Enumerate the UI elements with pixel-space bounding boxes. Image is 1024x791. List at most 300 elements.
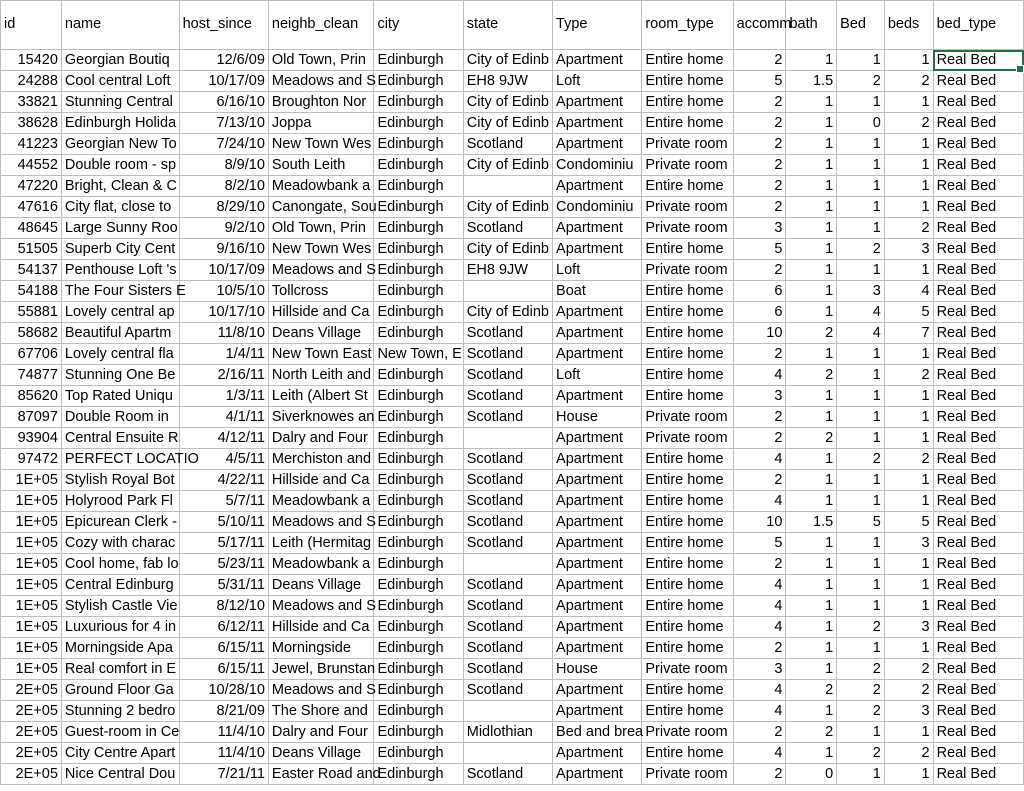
cell-id[interactable]: 58682 [1, 323, 62, 344]
column-header-id[interactable]: id [1, 1, 62, 50]
cell-name[interactable]: Penthouse Loft 's [61, 260, 179, 281]
cell-bath[interactable]: 1 [786, 617, 837, 638]
column-header-name[interactable]: name [61, 1, 179, 50]
cell-name[interactable]: Stunning Central [61, 92, 179, 113]
cell-type[interactable]: Apartment [553, 239, 642, 260]
cell-type[interactable]: Apartment [553, 680, 642, 701]
cell-beds[interactable]: 1 [884, 176, 933, 197]
cell-bed[interactable]: 5 [837, 512, 885, 533]
cell-host-since[interactable]: 11/4/10 [179, 743, 268, 764]
cell-state[interactable]: Scotland [463, 407, 552, 428]
cell-city[interactable]: Edinburgh [374, 92, 463, 113]
cell-bath[interactable]: 1 [786, 197, 837, 218]
cell-type[interactable]: Apartment [553, 344, 642, 365]
cell-neighb-clean[interactable]: New Town East [268, 344, 374, 365]
cell-name[interactable]: Beautiful Apartm [61, 323, 179, 344]
cell-bed[interactable]: 2 [837, 71, 885, 92]
cell-host-since[interactable]: 5/23/11 [179, 554, 268, 575]
cell-city[interactable]: Edinburgh [374, 596, 463, 617]
cell-bath[interactable]: 1 [786, 155, 837, 176]
cell-beds[interactable]: 1 [884, 50, 933, 71]
cell-neighb-clean[interactable]: The Shore and [268, 701, 374, 722]
cell-id[interactable]: 1E+05 [1, 596, 62, 617]
cell-accomm[interactable]: 2 [733, 764, 786, 785]
cell-bath[interactable]: 1 [786, 743, 837, 764]
cell-id[interactable]: 15420 [1, 50, 62, 71]
cell-host-since[interactable]: 5/10/11 [179, 512, 268, 533]
cell-bed-type[interactable]: Real Bed [933, 533, 1023, 554]
cell-name[interactable]: Cool central Loft [61, 71, 179, 92]
cell-accomm[interactable]: 3 [733, 386, 786, 407]
cell-type[interactable]: Loft [553, 365, 642, 386]
cell-id[interactable]: 44552 [1, 155, 62, 176]
cell-neighb-clean[interactable]: Meadows and S [268, 596, 374, 617]
cell-beds[interactable]: 1 [884, 554, 933, 575]
cell-neighb-clean[interactable]: Joppa [268, 113, 374, 134]
cell-neighb-clean[interactable]: Hillside and Ca [268, 617, 374, 638]
cell-neighb-clean[interactable]: Old Town, Prin [268, 218, 374, 239]
column-header-bed-type[interactable]: bed_type [933, 1, 1023, 50]
cell-state[interactable]: Scotland [463, 323, 552, 344]
cell-city[interactable]: Edinburgh [374, 428, 463, 449]
cell-city[interactable]: Edinburgh [374, 680, 463, 701]
cell-beds[interactable]: 2 [884, 71, 933, 92]
cell-type[interactable]: Loft [553, 260, 642, 281]
cell-accomm[interactable]: 2 [733, 134, 786, 155]
cell-bed[interactable]: 1 [837, 92, 885, 113]
cell-type[interactable]: Apartment [553, 701, 642, 722]
cell-bath[interactable]: 1 [786, 113, 837, 134]
cell-name[interactable]: The Four Sisters E [61, 281, 179, 302]
cell-type[interactable]: Apartment [553, 596, 642, 617]
cell-id[interactable]: 2E+05 [1, 743, 62, 764]
cell-beds[interactable]: 1 [884, 638, 933, 659]
cell-bed[interactable]: 1 [837, 764, 885, 785]
cell-id[interactable]: 1E+05 [1, 512, 62, 533]
cell-city[interactable]: Edinburgh [374, 701, 463, 722]
cell-type[interactable]: Apartment [553, 428, 642, 449]
cell-accomm[interactable]: 4 [733, 680, 786, 701]
cell-bath[interactable]: 2 [786, 428, 837, 449]
cell-accomm[interactable]: 2 [733, 407, 786, 428]
cell-bath[interactable]: 1 [786, 134, 837, 155]
cell-city[interactable]: Edinburgh [374, 638, 463, 659]
cell-bed[interactable]: 1 [837, 50, 885, 71]
cell-host-since[interactable]: 11/8/10 [179, 323, 268, 344]
cell-beds[interactable]: 3 [884, 617, 933, 638]
cell-neighb-clean[interactable]: Meadows and S [268, 680, 374, 701]
cell-city[interactable]: Edinburgh [374, 470, 463, 491]
cell-type[interactable]: Apartment [553, 92, 642, 113]
cell-name[interactable]: Guest-room in Ce [61, 722, 179, 743]
cell-bath[interactable]: 1 [786, 701, 837, 722]
cell-name[interactable]: PERFECT LOCATIO [61, 449, 179, 470]
cell-bath[interactable]: 1 [786, 176, 837, 197]
cell-state[interactable]: Scotland [463, 533, 552, 554]
cell-state[interactable]: Scotland [463, 659, 552, 680]
cell-room-type[interactable]: Entire home [642, 71, 733, 92]
cell-city[interactable]: Edinburgh [374, 50, 463, 71]
cell-bed[interactable]: 1 [837, 344, 885, 365]
cell-bath[interactable]: 2 [786, 365, 837, 386]
cell-accomm[interactable]: 4 [733, 701, 786, 722]
cell-accomm[interactable]: 2 [733, 92, 786, 113]
cell-bed-type[interactable]: Real Bed [933, 512, 1023, 533]
cell-name[interactable]: Top Rated Uniqu [61, 386, 179, 407]
cell-room-type[interactable]: Entire home [642, 92, 733, 113]
cell-accomm[interactable]: 3 [733, 659, 786, 680]
cell-bath[interactable]: 1 [786, 302, 837, 323]
cell-accomm[interactable]: 2 [733, 113, 786, 134]
cell-id[interactable]: 87097 [1, 407, 62, 428]
cell-type[interactable]: Apartment [553, 554, 642, 575]
cell-room-type[interactable]: Entire home [642, 638, 733, 659]
cell-room-type[interactable]: Private room [642, 134, 733, 155]
cell-id[interactable]: 24288 [1, 71, 62, 92]
cell-bed[interactable]: 3 [837, 281, 885, 302]
cell-bed[interactable]: 4 [837, 323, 885, 344]
cell-room-type[interactable]: Entire home [642, 575, 733, 596]
cell-bed-type[interactable]: Real Bed [933, 239, 1023, 260]
cell-state[interactable] [463, 176, 552, 197]
cell-type[interactable]: Apartment [553, 491, 642, 512]
cell-name[interactable]: Morningside Apa [61, 638, 179, 659]
cell-bed-type[interactable]: Real Bed [933, 50, 1023, 71]
cell-room-type[interactable]: Private room [642, 764, 733, 785]
cell-state[interactable]: City of Edinb [463, 92, 552, 113]
cell-room-type[interactable]: Entire home [642, 554, 733, 575]
cell-accomm[interactable]: 5 [733, 239, 786, 260]
cell-neighb-clean[interactable]: Canongate, Sou [268, 197, 374, 218]
cell-room-type[interactable]: Private room [642, 722, 733, 743]
cell-bed[interactable]: 1 [837, 596, 885, 617]
cell-bath[interactable]: 1 [786, 554, 837, 575]
cell-beds[interactable]: 3 [884, 701, 933, 722]
cell-beds[interactable]: 2 [884, 680, 933, 701]
cell-neighb-clean[interactable]: Merchiston and [268, 449, 374, 470]
cell-city[interactable]: Edinburgh [374, 512, 463, 533]
cell-neighb-clean[interactable]: Dalry and Four [268, 428, 374, 449]
cell-state[interactable]: Scotland [463, 764, 552, 785]
cell-host-since[interactable]: 4/5/11 [179, 449, 268, 470]
cell-bed-type[interactable]: Real Bed [933, 575, 1023, 596]
cell-bath[interactable]: 1 [786, 470, 837, 491]
cell-beds[interactable]: 1 [884, 428, 933, 449]
column-header-room-type[interactable]: room_type [642, 1, 733, 50]
cell-city[interactable]: Edinburgh [374, 155, 463, 176]
cell-id[interactable]: 55881 [1, 302, 62, 323]
cell-accomm[interactable]: 2 [733, 155, 786, 176]
cell-bath[interactable]: 1 [786, 239, 837, 260]
cell-state[interactable]: Scotland [463, 512, 552, 533]
cell-city[interactable]: Edinburgh [374, 407, 463, 428]
cell-state[interactable]: City of Edinb [463, 239, 552, 260]
cell-bed-type[interactable]: Real Bed [933, 197, 1023, 218]
cell-name[interactable]: Double Room in [61, 407, 179, 428]
cell-city[interactable]: Edinburgh [374, 659, 463, 680]
cell-beds[interactable]: 3 [884, 239, 933, 260]
cell-type[interactable]: Condominiu [553, 197, 642, 218]
cell-host-since[interactable]: 11/4/10 [179, 722, 268, 743]
cell-accomm[interactable]: 10 [733, 323, 786, 344]
cell-host-since[interactable]: 7/21/11 [179, 764, 268, 785]
cell-type[interactable]: Apartment [553, 218, 642, 239]
cell-city[interactable]: Edinburgh [374, 260, 463, 281]
cell-room-type[interactable]: Entire home [642, 323, 733, 344]
cell-beds[interactable]: 1 [884, 134, 933, 155]
cell-bath[interactable]: 1 [786, 638, 837, 659]
column-header-city[interactable]: city [374, 1, 463, 50]
cell-neighb-clean[interactable]: Meadows and S [268, 260, 374, 281]
cell-room-type[interactable]: Entire home [642, 680, 733, 701]
cell-bed[interactable]: 2 [837, 680, 885, 701]
cell-bed-type[interactable]: Real Bed [933, 281, 1023, 302]
cell-host-since[interactable]: 8/21/09 [179, 701, 268, 722]
cell-bed[interactable]: 1 [837, 638, 885, 659]
cell-bath[interactable]: 2 [786, 722, 837, 743]
cell-bed-type[interactable]: Real Bed [933, 701, 1023, 722]
cell-type[interactable]: Bed and brea [553, 722, 642, 743]
cell-accomm[interactable]: 4 [733, 617, 786, 638]
cell-host-since[interactable]: 8/9/10 [179, 155, 268, 176]
cell-room-type[interactable]: Entire home [642, 239, 733, 260]
cell-state[interactable]: EH8 9JW [463, 260, 552, 281]
cell-state[interactable]: City of Edinb [463, 50, 552, 71]
cell-bed-type[interactable]: Real Bed [933, 764, 1023, 785]
cell-name[interactable]: Stylish Castle Vie [61, 596, 179, 617]
cell-bath[interactable]: 1 [786, 491, 837, 512]
cell-host-since[interactable]: 6/12/11 [179, 617, 268, 638]
cell-neighb-clean[interactable]: Morningside [268, 638, 374, 659]
cell-city[interactable]: Edinburgh [374, 239, 463, 260]
cell-room-type[interactable]: Private room [642, 155, 733, 176]
column-header-state[interactable]: state [463, 1, 552, 50]
cell-bed-type[interactable]: Real Bed [933, 659, 1023, 680]
cell-name[interactable]: Edinburgh Holida [61, 113, 179, 134]
cell-id[interactable]: 2E+05 [1, 701, 62, 722]
cell-room-type[interactable]: Private room [642, 659, 733, 680]
cell-bath[interactable]: 1 [786, 260, 837, 281]
cell-accomm[interactable]: 2 [733, 176, 786, 197]
cell-type[interactable]: Apartment [553, 449, 642, 470]
cell-accomm[interactable]: 5 [733, 533, 786, 554]
cell-id[interactable]: 93904 [1, 428, 62, 449]
cell-name[interactable]: Central Ensuite R [61, 428, 179, 449]
cell-room-type[interactable]: Entire home [642, 743, 733, 764]
cell-neighb-clean[interactable]: Easter Road and [268, 764, 374, 785]
cell-name[interactable]: Ground Floor Ga [61, 680, 179, 701]
cell-beds[interactable]: 1 [884, 722, 933, 743]
cell-type[interactable]: Apartment [553, 113, 642, 134]
cell-host-since[interactable]: 6/15/11 [179, 638, 268, 659]
cell-name[interactable]: Bright, Clean & C [61, 176, 179, 197]
cell-host-since[interactable]: 10/17/10 [179, 302, 268, 323]
cell-accomm[interactable]: 5 [733, 71, 786, 92]
cell-id[interactable]: 47616 [1, 197, 62, 218]
column-header-type[interactable]: Type [553, 1, 642, 50]
cell-host-since[interactable]: 10/5/10 [179, 281, 268, 302]
cell-type[interactable]: Apartment [553, 743, 642, 764]
cell-bath[interactable]: 1 [786, 386, 837, 407]
cell-host-since[interactable]: 9/16/10 [179, 239, 268, 260]
cell-city[interactable]: Edinburgh [374, 575, 463, 596]
cell-type[interactable]: Apartment [553, 533, 642, 554]
cell-city[interactable]: Edinburgh [374, 71, 463, 92]
cell-name[interactable]: City Centre Apart [61, 743, 179, 764]
cell-host-since[interactable]: 8/12/10 [179, 596, 268, 617]
cell-bed-type[interactable]: Real Bed [933, 491, 1023, 512]
cell-bed-type[interactable]: Real Bed [933, 386, 1023, 407]
cell-neighb-clean[interactable]: Meadows and S [268, 71, 374, 92]
cell-name[interactable]: Cool home, fab lo [61, 554, 179, 575]
cell-state[interactable]: Scotland [463, 575, 552, 596]
cell-beds[interactable]: 1 [884, 344, 933, 365]
cell-id[interactable]: 41223 [1, 134, 62, 155]
cell-bed[interactable]: 2 [837, 701, 885, 722]
column-header-bath[interactable]: bath [786, 1, 837, 50]
cell-bed[interactable]: 1 [837, 260, 885, 281]
cell-state[interactable]: Scotland [463, 638, 552, 659]
cell-state[interactable]: Scotland [463, 134, 552, 155]
cell-accomm[interactable]: 2 [733, 722, 786, 743]
cell-name[interactable]: Epicurean Clerk - [61, 512, 179, 533]
column-header-beds[interactable]: beds [884, 1, 933, 50]
cell-neighb-clean[interactable]: Siverknowes an [268, 407, 374, 428]
cell-type[interactable]: Apartment [553, 386, 642, 407]
cell-room-type[interactable]: Entire home [642, 449, 733, 470]
cell-id[interactable]: 1E+05 [1, 617, 62, 638]
cell-bed-type[interactable]: Real Bed [933, 470, 1023, 491]
cell-city[interactable]: Edinburgh [374, 302, 463, 323]
cell-state[interactable]: City of Edinb [463, 197, 552, 218]
cell-room-type[interactable]: Entire home [642, 617, 733, 638]
cell-host-since[interactable]: 1/4/11 [179, 344, 268, 365]
cell-neighb-clean[interactable]: Hillside and Ca [268, 302, 374, 323]
cell-city[interactable]: Edinburgh [374, 617, 463, 638]
cell-state[interactable]: Scotland [463, 449, 552, 470]
cell-type[interactable]: Apartment [553, 323, 642, 344]
cell-state[interactable]: Scotland [463, 470, 552, 491]
cell-bed[interactable]: 2 [837, 449, 885, 470]
cell-id[interactable]: 2E+05 [1, 680, 62, 701]
cell-host-since[interactable]: 8/2/10 [179, 176, 268, 197]
cell-room-type[interactable]: Entire home [642, 491, 733, 512]
cell-id[interactable]: 54188 [1, 281, 62, 302]
cell-bed[interactable]: 1 [837, 176, 885, 197]
cell-type[interactable]: House [553, 407, 642, 428]
cell-host-since[interactable]: 5/31/11 [179, 575, 268, 596]
cell-bed[interactable]: 1 [837, 407, 885, 428]
cell-city[interactable]: Edinburgh [374, 743, 463, 764]
cell-neighb-clean[interactable]: Deans Village [268, 323, 374, 344]
cell-neighb-clean[interactable]: Leith (Albert St [268, 386, 374, 407]
cell-host-since[interactable]: 10/17/09 [179, 260, 268, 281]
cell-beds[interactable]: 3 [884, 533, 933, 554]
cell-accomm[interactable]: 2 [733, 50, 786, 71]
cell-id[interactable]: 1E+05 [1, 470, 62, 491]
cell-room-type[interactable]: Private room [642, 197, 733, 218]
cell-room-type[interactable]: Private room [642, 407, 733, 428]
cell-bath[interactable]: 1 [786, 92, 837, 113]
cell-type[interactable]: Apartment [553, 176, 642, 197]
cell-bed-type[interactable]: Real Bed [933, 302, 1023, 323]
cell-beds[interactable]: 2 [884, 743, 933, 764]
cell-neighb-clean[interactable]: Deans Village [268, 743, 374, 764]
cell-state[interactable]: Scotland [463, 344, 552, 365]
cell-id[interactable]: 48645 [1, 218, 62, 239]
cell-state[interactable]: EH8 9JW [463, 71, 552, 92]
cell-bed[interactable]: 1 [837, 575, 885, 596]
cell-state[interactable]: Scotland [463, 365, 552, 386]
cell-bed[interactable]: 2 [837, 743, 885, 764]
cell-room-type[interactable]: Entire home [642, 365, 733, 386]
cell-state[interactable] [463, 743, 552, 764]
cell-accomm[interactable]: 4 [733, 596, 786, 617]
cell-bed-type[interactable]: Real Bed [933, 449, 1023, 470]
cell-accomm[interactable]: 2 [733, 470, 786, 491]
cell-bath[interactable]: 1.5 [786, 71, 837, 92]
cell-type[interactable]: Apartment [553, 764, 642, 785]
cell-bed[interactable]: 1 [837, 218, 885, 239]
cell-name[interactable]: Cozy with charac [61, 533, 179, 554]
cell-city[interactable]: Edinburgh [374, 764, 463, 785]
cell-name[interactable]: Nice Central Dou [61, 764, 179, 785]
cell-neighb-clean[interactable]: South Leith [268, 155, 374, 176]
cell-room-type[interactable]: Entire home [642, 176, 733, 197]
cell-bed-type[interactable]: Real Bed [933, 617, 1023, 638]
cell-bed[interactable]: 1 [837, 470, 885, 491]
cell-type[interactable]: Apartment [553, 134, 642, 155]
cell-room-type[interactable]: Private room [642, 260, 733, 281]
cell-bath[interactable]: 1 [786, 344, 837, 365]
cell-bath[interactable]: 1 [786, 596, 837, 617]
cell-name[interactable]: Stylish Royal Bot [61, 470, 179, 491]
cell-host-since[interactable]: 9/2/10 [179, 218, 268, 239]
cell-room-type[interactable]: Entire home [642, 50, 733, 71]
cell-bed[interactable]: 1 [837, 428, 885, 449]
cell-room-type[interactable]: Entire home [642, 344, 733, 365]
cell-room-type[interactable]: Entire home [642, 701, 733, 722]
cell-bed-type[interactable]: Real Bed [933, 71, 1023, 92]
cell-state[interactable]: Scotland [463, 386, 552, 407]
cell-bed[interactable]: 1 [837, 491, 885, 512]
cell-room-type[interactable]: Entire home [642, 113, 733, 134]
cell-beds[interactable]: 2 [884, 449, 933, 470]
cell-accomm[interactable]: 6 [733, 281, 786, 302]
cell-bed-type[interactable]: Real Bed [933, 323, 1023, 344]
cell-state[interactable]: Scotland [463, 617, 552, 638]
cell-neighb-clean[interactable]: Meadowbank a [268, 491, 374, 512]
cell-beds[interactable]: 4 [884, 281, 933, 302]
cell-bath[interactable]: 1 [786, 281, 837, 302]
cell-state[interactable] [463, 701, 552, 722]
cell-beds[interactable]: 1 [884, 386, 933, 407]
cell-beds[interactable]: 1 [884, 260, 933, 281]
cell-name[interactable]: Stunning 2 bedro [61, 701, 179, 722]
cell-room-type[interactable]: Entire home [642, 302, 733, 323]
cell-accomm[interactable]: 2 [733, 344, 786, 365]
cell-type[interactable]: Apartment [553, 512, 642, 533]
cell-host-since[interactable]: 5/17/11 [179, 533, 268, 554]
column-header-host-since[interactable]: host_since [179, 1, 268, 50]
cell-id[interactable]: 67706 [1, 344, 62, 365]
cell-name[interactable]: Lovely central fla [61, 344, 179, 365]
cell-name[interactable]: Real comfort in E [61, 659, 179, 680]
cell-bed-type[interactable]: Real Bed [933, 113, 1023, 134]
cell-bath[interactable]: 1 [786, 407, 837, 428]
cell-bed[interactable]: 2 [837, 617, 885, 638]
cell-state[interactable] [463, 428, 552, 449]
